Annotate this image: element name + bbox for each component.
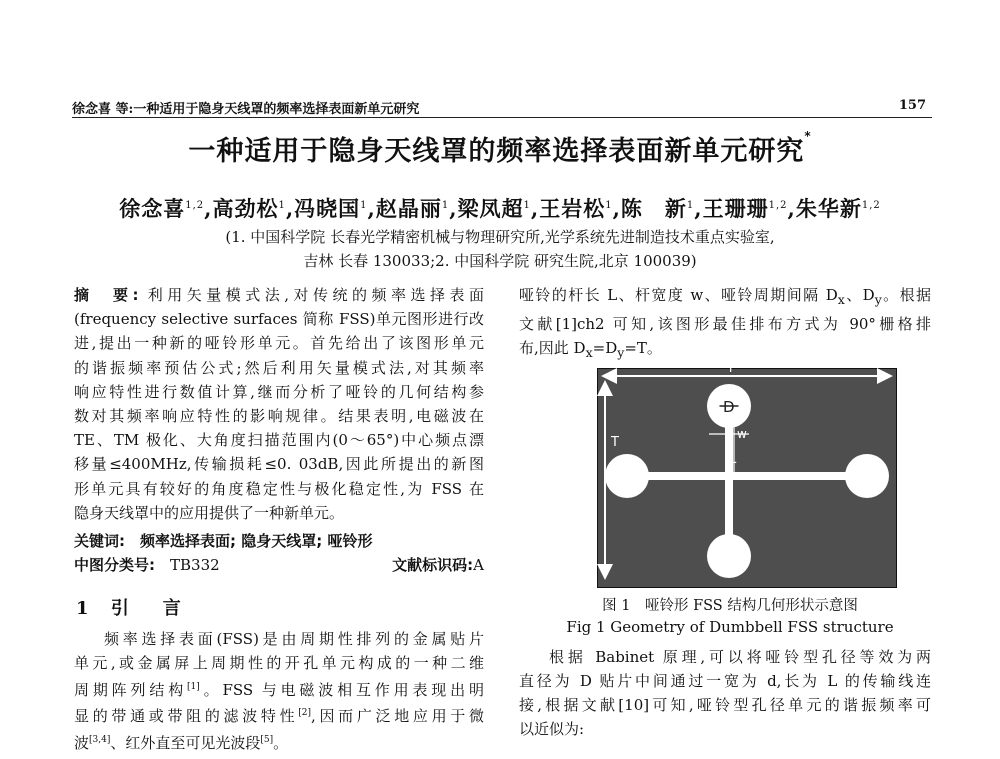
section-heading	[76, 594, 189, 620]
section-number: 1	[76, 598, 97, 619]
figure-caption-en: Fig 1 Geometry of Dumbbell FSS structure	[566, 618, 894, 636]
classification	[74, 553, 484, 577]
intro-line: 周期阵列结构[1]。FSS 与电磁波相互作用表现出明	[74, 680, 484, 699]
paper-title-text: 一种适用于隐身天线罩的频率选择表面新单元研究	[188, 136, 805, 167]
author: 高劲松$^1$	[212, 196, 286, 221]
page-number: 157	[898, 98, 926, 113]
author: 朱华新$^{1,2}$	[795, 196, 881, 221]
abstract-line: 进,提出一种新的哑铃形单元。首先给出了该图形单元	[74, 334, 484, 353]
keywords-label: 关键词:	[74, 532, 125, 550]
abstract-line: 的谐振频率预估公式;然后利用矢量模式法,对其频率	[74, 358, 484, 377]
figure-1	[597, 368, 897, 588]
intro-line: 单元,或金属屏上周期性的开孔单元构成的一种二维	[74, 653, 484, 672]
author: 梁凤超$^1$	[457, 196, 531, 221]
abstract-line: 移量≤400MHz,传输损耗≤0. 03dB,因此所提出的新图	[74, 455, 484, 474]
horizontal-bar	[615, 472, 867, 480]
author: 赵晶丽$^1$	[375, 196, 450, 221]
keywords	[74, 529, 484, 553]
running-header	[72, 97, 932, 118]
section-title: 引 言	[110, 598, 189, 619]
abstract-line: 摘 要: 利用矢量模式法,对传统的频率选择表面	[74, 286, 484, 304]
doc-code-label: 文献标识码:	[392, 556, 474, 574]
doc-code-value: A	[473, 556, 484, 574]
body-line: 以近似为:	[519, 720, 585, 738]
body-line: 直径为 D 贴片中间通过一宽为 d,长为 L 的传输线连	[519, 672, 931, 690]
citation: [5]	[260, 735, 274, 746]
abstract-label: 摘 要:	[74, 286, 139, 304]
right-circle	[845, 454, 889, 498]
author: 王岩松$^1$	[539, 196, 613, 221]
label-L: L	[729, 452, 737, 467]
abstract-line: TE、TM 极化、大角度扫描范围内(0～65°)中心频点漂	[74, 431, 484, 450]
author: 王珊珊$^{1,2}$	[702, 196, 788, 221]
left-circle	[605, 454, 649, 498]
paper-title	[0, 129, 1000, 168]
label-T-top: T	[727, 368, 735, 375]
body-line: 根据 Babinet 原理,可以将哑铃型孔径等效为两	[549, 648, 931, 666]
abstract-line: 数对其频率响应特性的影响规律。结果表明,电磁波在	[74, 407, 484, 426]
babinet-paragraph	[519, 645, 931, 741]
abstract-line: 隐身天线罩中的应用提供了一种新单元。	[74, 503, 345, 522]
right-line: 哑铃的杆长 L、杆宽度 w、哑铃周期间隔 $D_x$、$D_y$。根据	[519, 286, 931, 307]
keywords-text: 频率选择表面; 隐身天线罩; 哑铃形	[140, 532, 373, 550]
label-D: D	[723, 398, 735, 416]
label-T-left: T	[611, 435, 619, 450]
intro-line: 波[3,4]、红外直至可见光波段[5]。	[74, 734, 289, 753]
clc-label: 中图分类号:	[74, 556, 155, 574]
abstract-line: 响应特性进行数值计算,继而分析了哑铃的几何结构参	[74, 382, 484, 401]
label-w: w	[737, 427, 747, 441]
running-title: 徐念喜 等:一种适用于隐身天线罩的频率选择表面新单元研究	[72, 102, 420, 117]
intro-line: 频率选择表面(FSS)是由周期性排列的金属贴片	[104, 630, 484, 648]
citation: [3,4]	[89, 735, 111, 746]
right-line: 文献[1]ch2 可知,该图形最佳排布方式为 90°栅格排	[519, 315, 931, 334]
author-list: 徐念喜$^{1,2}$,高劲松$^1$,冯晓国$^1$,赵晶丽$^1$,梁凤超$^1$,王岩松$^1$,陈 新$^1$,王珊珊$^{1,2}$,朱华新$^{1,2}$	[119, 196, 881, 221]
intro-paragraph	[74, 628, 484, 756]
author: 徐念喜$^{1,2}$	[119, 196, 205, 221]
citation: [2]	[298, 708, 312, 719]
bottom-circle	[707, 534, 751, 578]
intro-line: 显的带通或带阻的滤波特性[2],因而广泛地应用于微	[74, 707, 484, 726]
abstract-line: 形单元具有较好的角度稳定性与极化稳定性,为 FSS 在	[74, 479, 484, 498]
dumbbell-diagram	[597, 368, 897, 588]
title-footnote-mark: *	[804, 129, 812, 143]
abstract	[74, 283, 484, 525]
abstract-line: (frequency selective surfaces 简称 FSS)单元图形进行改	[74, 310, 484, 329]
right-line: 布,因此 $D_x=D_y=T$。	[519, 339, 662, 361]
affiliation-line-1: (1. 中国科学院 长春光学精密机械与物理研究所,光学系统先进制造技术重点实验室,	[225, 228, 775, 246]
author: 冯晓国$^1$	[294, 196, 368, 221]
author: 陈 新$^1$	[620, 196, 695, 221]
citation: [1]	[187, 681, 200, 692]
affiliation-line-2: 吉林 长春 130033;2. 中国科学院 研究生院,北京 100039)	[303, 252, 697, 270]
right-column-text	[519, 283, 931, 366]
clc-value: TB332	[170, 556, 220, 574]
figure-caption-cn: 图 1 哑铃形 FSS 结构几何形状示意图	[602, 598, 858, 614]
body-line: 接,根据文献[10]可知,哑铃型孔径单元的谐振频率可	[519, 696, 931, 714]
